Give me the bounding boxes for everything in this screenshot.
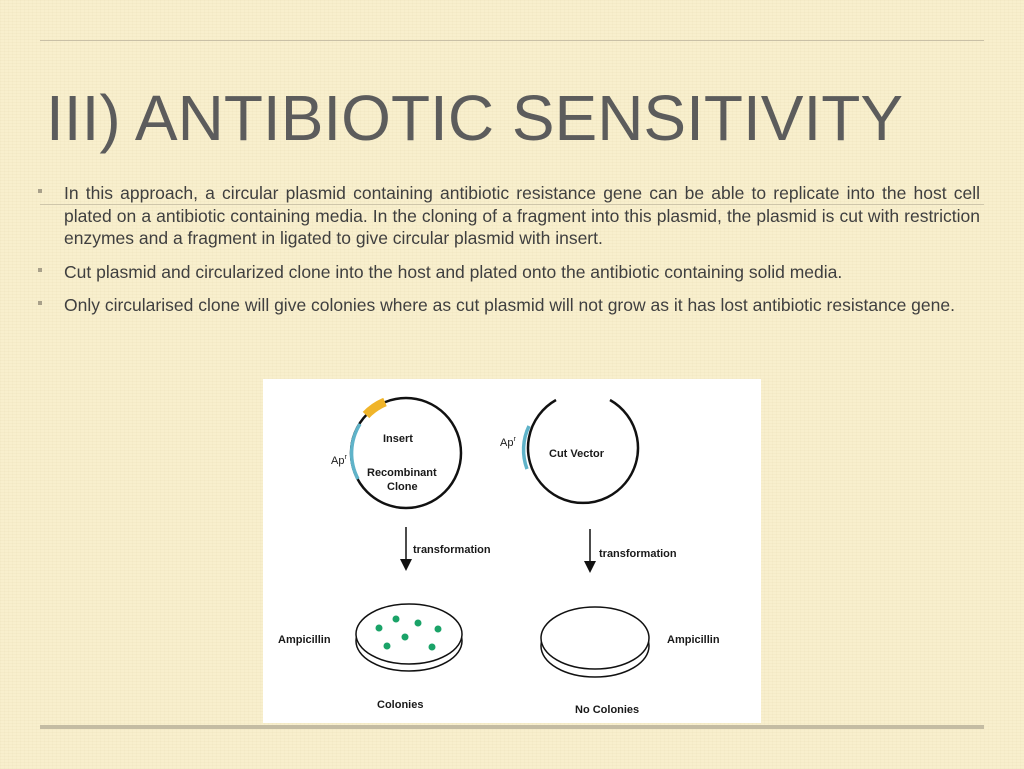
colony-dot	[402, 634, 409, 641]
insert-label: Insert	[383, 433, 413, 445]
slide-title: III) ANTIBIOTIC SENSITIVITY	[46, 82, 903, 154]
colony-dot	[429, 644, 436, 651]
colony-dot	[393, 616, 400, 623]
bottom-divider	[40, 725, 984, 729]
ampicillin-plate-label: Ampicillin	[278, 634, 331, 646]
colony-dot	[435, 626, 442, 633]
bullet-item	[40, 182, 984, 250]
bullet-marker-icon	[38, 189, 42, 193]
petri-dish-with-colonies	[356, 604, 462, 671]
bullet-marker-icon	[38, 268, 42, 272]
top-divider	[40, 40, 984, 41]
petri-dish-empty	[541, 607, 649, 677]
colonies-label: Colonies	[377, 699, 424, 711]
bullet-text: Cut plasmid and circularized clone into the host and plated onto the antibiotic containing solid media.	[64, 261, 843, 282]
bullet-list	[40, 182, 984, 328]
bullet-marker-icon	[38, 301, 42, 305]
ampicillin-plate-label: Ampicillin	[667, 634, 720, 646]
resistance-gene-segment	[352, 424, 360, 479]
ampicillin-resistance-label: Ap$^r$	[331, 454, 347, 467]
transformation-diagram	[263, 379, 761, 723]
bullet-item	[40, 261, 984, 284]
bullet-text: Only circularised clone will give colonies where as cut plasmid will not grow as it has lost antibiotic resistance gene.	[64, 295, 955, 315]
bullet-text: In this approach, a circular plasmid containing antibiotic resistance gene can be able to replicate into the host cell plated on a antibiotic containing media. In the cloning of a fragment into this plasmid, the plasmid is cut with restriction enzymes and a fragment in ligated to give circular plasmid with insert.	[64, 183, 980, 248]
transformation-label: transformation	[599, 548, 677, 560]
colony-dot	[415, 620, 422, 627]
colony-dot	[384, 643, 391, 650]
colony-dot	[376, 625, 383, 632]
transformation-label: transformation	[413, 544, 491, 556]
ampicillin-resistance-label: Ap$^r$	[500, 436, 516, 449]
no-colonies-label: No Colonies	[575, 704, 640, 716]
cut-vector-label: Cut Vector	[549, 448, 605, 460]
clone-label: Clone	[387, 481, 418, 493]
recombinant-label: Recombinant	[367, 467, 437, 479]
insert-segment	[366, 402, 385, 415]
bullet-item	[40, 294, 984, 317]
